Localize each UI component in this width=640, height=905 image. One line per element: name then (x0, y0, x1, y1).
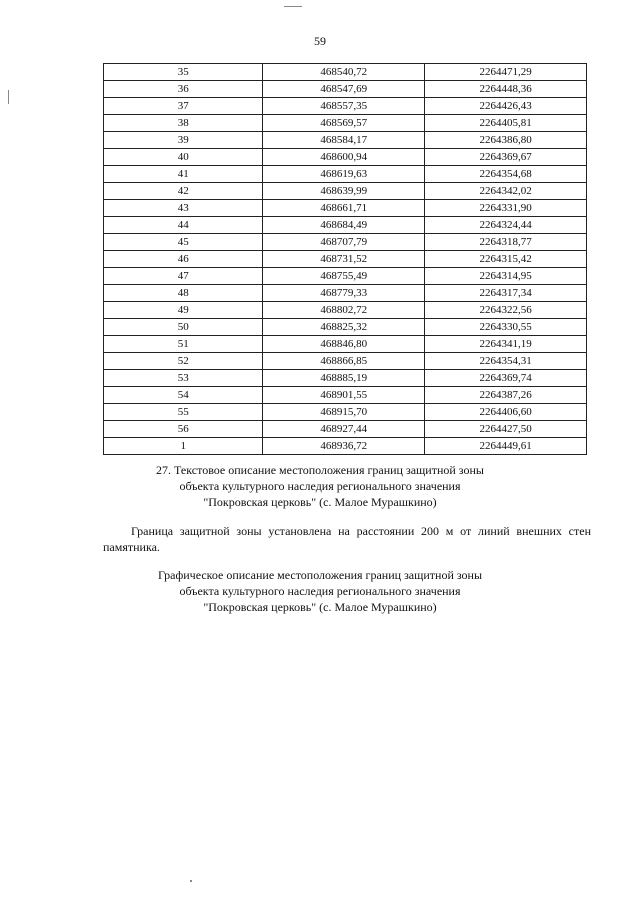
x-coordinate-cell: 468684,49 (263, 217, 425, 234)
table-row (104, 81, 587, 98)
point-number-cell: 45 (104, 234, 263, 251)
point-number-cell: 48 (104, 285, 263, 302)
coordinates-table-body (104, 64, 587, 455)
heading-line: объекта культурного наследия регионального значения (179, 479, 461, 493)
y-coordinate-cell: 2264314,95 (425, 268, 587, 285)
point-number-cell: 52 (104, 353, 263, 370)
y-coordinate-cell: 2264427,50 (425, 421, 587, 438)
scan-artifact (284, 6, 302, 7)
table-row (104, 132, 587, 149)
point-number-cell: 47 (104, 268, 263, 285)
y-coordinate-cell: 2264342,02 (425, 183, 587, 200)
table-row (104, 336, 587, 353)
table-row (104, 353, 587, 370)
page-number: 59 (314, 34, 326, 48)
point-number-cell: 56 (104, 421, 263, 438)
point-number-cell: 53 (104, 370, 263, 387)
heading-line: 27. Текстовое описание местоположения границ защитной зоны (156, 463, 484, 477)
point-number-cell: 43 (104, 200, 263, 217)
x-coordinate-cell: 468569,57 (263, 115, 425, 132)
x-coordinate-cell: 468901,55 (263, 387, 425, 404)
coordinates-table (103, 63, 587, 455)
x-coordinate-cell: 468779,33 (263, 285, 425, 302)
point-number-cell: 35 (104, 64, 263, 81)
table-row (104, 404, 587, 421)
scan-artifact (190, 880, 192, 882)
point-number-cell: 44 (104, 217, 263, 234)
text-description-heading (0, 462, 640, 510)
y-coordinate-cell: 2264386,80 (425, 132, 587, 149)
y-coordinate-cell: 2264387,26 (425, 387, 587, 404)
x-coordinate-cell: 468731,52 (263, 251, 425, 268)
y-coordinate-cell: 2264322,56 (425, 302, 587, 319)
x-coordinate-cell: 468540,72 (263, 64, 425, 81)
y-coordinate-cell: 2264330,55 (425, 319, 587, 336)
boundary-paragraph: Граница защитной зоны установлена на расстоянии 200 м от линий внешних стен памятника. (103, 524, 591, 554)
y-coordinate-cell: 2264354,31 (425, 353, 587, 370)
heading-line: объекта культурного наследия регионального значения (179, 584, 461, 598)
y-coordinate-cell: 2264354,68 (425, 166, 587, 183)
table-row (104, 234, 587, 251)
x-coordinate-cell: 468707,79 (263, 234, 425, 251)
x-coordinate-cell: 468557,35 (263, 98, 425, 115)
x-coordinate-cell: 468547,69 (263, 81, 425, 98)
x-coordinate-cell: 468825,32 (263, 319, 425, 336)
table-row (104, 421, 587, 438)
table-row (104, 98, 587, 115)
y-coordinate-cell: 2264471,29 (425, 64, 587, 81)
table-row (104, 387, 587, 404)
x-coordinate-cell: 468755,49 (263, 268, 425, 285)
point-number-cell: 54 (104, 387, 263, 404)
x-coordinate-cell: 468866,85 (263, 353, 425, 370)
point-number-cell: 46 (104, 251, 263, 268)
table-row (104, 200, 587, 217)
y-coordinate-cell: 2264449,61 (425, 438, 587, 455)
y-coordinate-cell: 2264448,36 (425, 81, 587, 98)
point-number-cell: 39 (104, 132, 263, 149)
point-number-cell: 49 (104, 302, 263, 319)
x-coordinate-cell: 468885,19 (263, 370, 425, 387)
y-coordinate-cell: 2264324,44 (425, 217, 587, 234)
point-number-cell: 40 (104, 149, 263, 166)
y-coordinate-cell: 2264315,42 (425, 251, 587, 268)
point-number-cell: 38 (104, 115, 263, 132)
table-row (104, 268, 587, 285)
x-coordinate-cell: 468639,99 (263, 183, 425, 200)
table-row (104, 64, 587, 81)
point-number-cell: 51 (104, 336, 263, 353)
x-coordinate-cell: 468927,44 (263, 421, 425, 438)
y-coordinate-cell: 2264331,90 (425, 200, 587, 217)
y-coordinate-cell: 2264369,74 (425, 370, 587, 387)
y-coordinate-cell: 2264426,43 (425, 98, 587, 115)
x-coordinate-cell: 468584,17 (263, 132, 425, 149)
y-coordinate-cell: 2264405,81 (425, 115, 587, 132)
y-coordinate-cell: 2264318,77 (425, 234, 587, 251)
y-coordinate-cell: 2264317,34 (425, 285, 587, 302)
heading-line: Графическое описание местоположения границ защитной зоны (157, 568, 483, 582)
heading-line: "Покровская церковь" (с. Малое Мурашкино) (203, 600, 437, 614)
table-row (104, 217, 587, 234)
graphic-description-heading (0, 567, 640, 615)
x-coordinate-cell: 468619,63 (263, 166, 425, 183)
table-row (104, 319, 587, 336)
table-row (104, 438, 587, 455)
table-row (104, 149, 587, 166)
table-row (104, 166, 587, 183)
point-number-cell: 42 (104, 183, 263, 200)
point-number-cell: 36 (104, 81, 263, 98)
heading-line: "Покровская церковь" (с. Малое Мурашкино) (203, 495, 437, 509)
x-coordinate-cell: 468936,72 (263, 438, 425, 455)
point-number-cell: 37 (104, 98, 263, 115)
x-coordinate-cell: 468802,72 (263, 302, 425, 319)
point-number-cell: 50 (104, 319, 263, 336)
x-coordinate-cell: 468600,94 (263, 149, 425, 166)
table-row (104, 251, 587, 268)
y-coordinate-cell: 2264341,19 (425, 336, 587, 353)
table-row (104, 370, 587, 387)
y-coordinate-cell: 2264406,60 (425, 404, 587, 421)
x-coordinate-cell: 468915,70 (263, 404, 425, 421)
table-row (104, 183, 587, 200)
x-coordinate-cell: 468661,71 (263, 200, 425, 217)
table-row (104, 285, 587, 302)
y-coordinate-cell: 2264369,67 (425, 149, 587, 166)
table-row (104, 115, 587, 132)
point-number-cell: 41 (104, 166, 263, 183)
point-number-cell: 1 (104, 438, 263, 455)
scan-artifact (8, 90, 9, 104)
table-row (104, 302, 587, 319)
point-number-cell: 55 (104, 404, 263, 421)
x-coordinate-cell: 468846,80 (263, 336, 425, 353)
